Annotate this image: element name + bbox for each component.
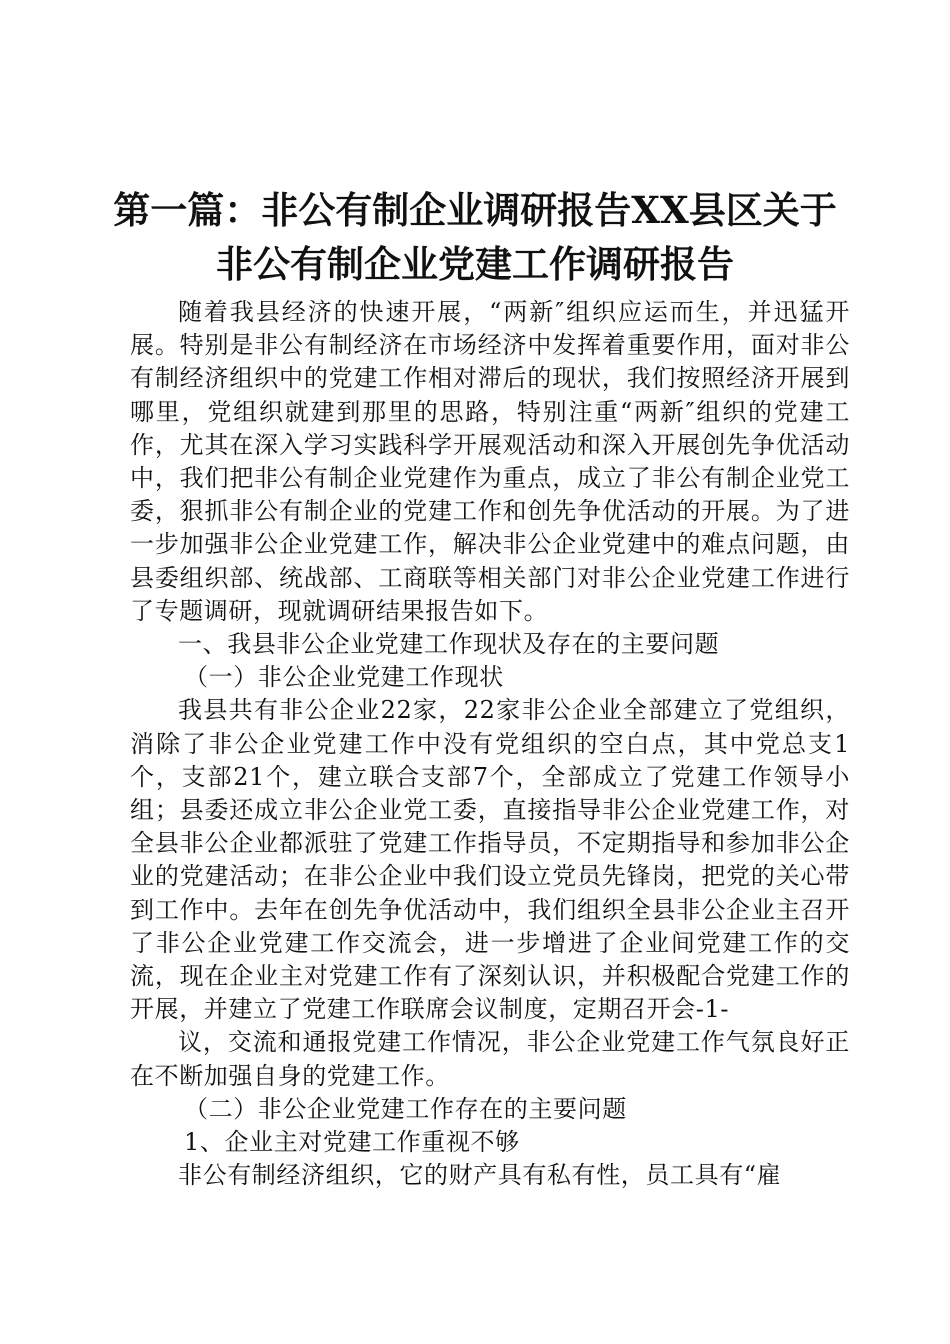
subsection2-heading: （二）非公企业党建工作存在的主要问题 <box>184 1094 627 1123</box>
subsection1-heading: （一）非公企业党建工作现状 <box>184 663 504 692</box>
continued-paragraph: 议，交流和通报党建工作情况，非公企业党建工作气氛良好正在不断加强自身的党建工作。 <box>130 1028 850 1090</box>
document-title-line2: 非公有制企业党建工作调研报告 <box>216 242 734 286</box>
item1-heading: 1、企业主对党建工作重视不够 <box>184 1128 520 1157</box>
document-title-line1: 第一篇：非公有制企业调研报告XX县区关于 <box>113 188 837 232</box>
subsection1-paragraph: 我县共有非公企业22家，22家非公企业全部建立了党组织，消除了非公企业党建工作中没有党组织的空白点，其中党总支1个，支部21个，建立联合支部7个，全部成立了党建工作领导小组；县委还成立非公企业党工委，直接指导非公企业党建工作，对全县非公企业都派驻了党建工作指导员，不定期指导和参加非公企业的党建活动；在非公企业中我们设立党员先锋岗，把党的关心带到工作中。去年在创先争优活动中，我们组织全县非公企业主召开了非公企业党建工作交流会，进一步增进了企业间党建工作的交流，现在企业主对党建工作有了深刻认识，并积极配合党建工作的开展，并建立了党建工作联席会议制度，定期召开会-1- <box>130 696 850 1024</box>
intro-paragraph: 随着我县经济的快速开展，“两新″组织应运而生，并迅猛开展。特别是非公有制经济在市场经济中发挥着重要作用，面对非公有制经济组织中的党建工作相对滞后的现状，我们按照经济开展到哪里，党组织就建到那里的思路，特别注重“两新″组织的党建工作，尤其在深入学习实践科学开展观活动和深入开展创先争优活动中，我们把非公有制企业党建作为重点，成立了非公有制企业党工委，狠抓非公有制企业的党建工作和创先争优活动的开展。为了进一步加强非公企业党建工作，解决非公企业党建中的难点问题，由县委组织部、统战部、工商联等相关部门对非公企业党建工作进行了专题调研，现就调研结果报告如下。 <box>130 298 850 625</box>
document-body <box>130 296 850 1192</box>
section1-heading: 一、我县非公企业党建工作现状及存在的主要问题 <box>178 630 720 659</box>
item1-paragraph: 非公有制经济组织，它的财产具有私有性，员工具有“雇 <box>178 1161 782 1190</box>
